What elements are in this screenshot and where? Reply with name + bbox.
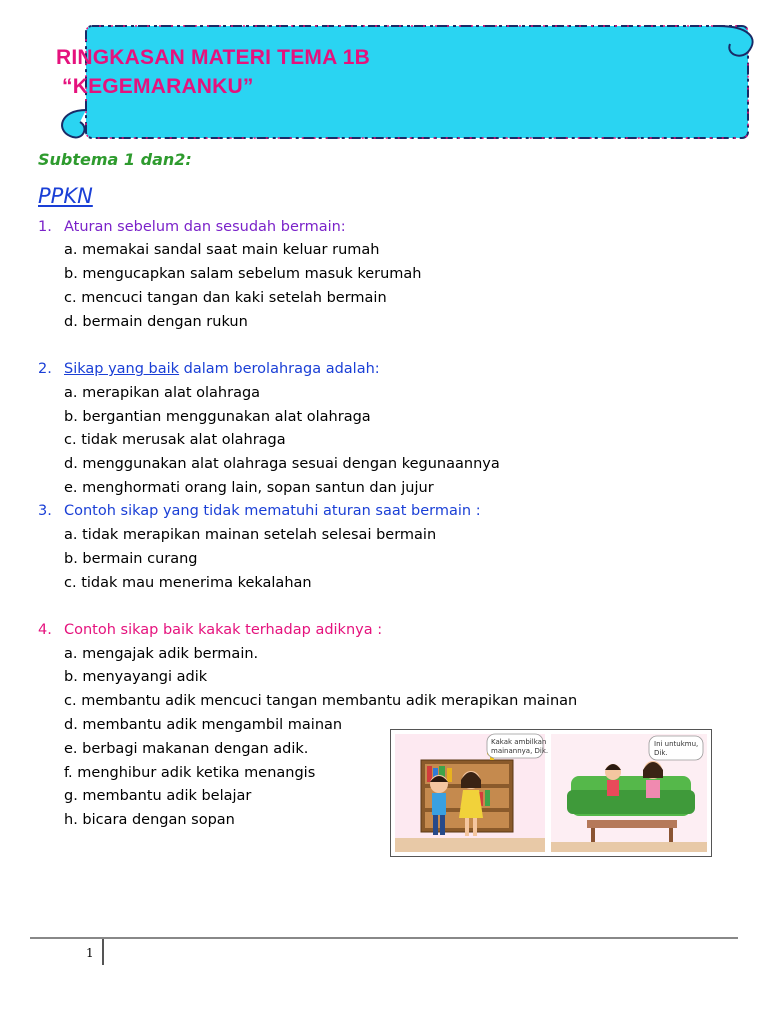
section-2-option: c. tidak merusak alat olahraga xyxy=(64,432,286,448)
section-2-text: dalam berolahraga adalah: xyxy=(179,361,380,377)
section-4-option: b. menyayangi adik xyxy=(64,669,208,685)
section-3-question xyxy=(38,503,481,519)
section-4-number: 4. xyxy=(38,622,52,638)
section-3-number: 3. xyxy=(38,503,52,519)
section-2-number: 2. xyxy=(38,361,52,377)
page-number: 1 xyxy=(86,946,94,960)
section-3-option: c. tidak mau menerima kekalahan xyxy=(64,575,312,591)
section-2-option: d. menggunakan alat olahraga sesuai dengan kegunaannya xyxy=(64,456,500,472)
footer-page-separator xyxy=(102,939,104,965)
section-2-question xyxy=(38,361,380,377)
section-2-option: b. bergantian menggunakan alat olahraga xyxy=(64,409,371,425)
section-3-option: a. tidak merapikan mainan setelah selesai bermain xyxy=(64,527,437,543)
footer-divider xyxy=(30,937,738,939)
section-1-question xyxy=(38,219,346,235)
siblings-illustration xyxy=(390,729,712,857)
section-3-text: Contoh sikap yang tidak mematuhi aturan saat bermain : xyxy=(64,503,481,519)
section-4-option: f. menghibur adik ketika menangis xyxy=(64,765,316,781)
section-1-option: d. bermain dengan rukun xyxy=(64,314,248,330)
bubble-2-line-2: Dik. xyxy=(654,749,668,757)
section-4-option: g. membantu adik belajar xyxy=(64,788,252,804)
page-title-line-2: “KEGEMARANKU” xyxy=(62,75,254,98)
section-4-question xyxy=(38,622,382,638)
section-4-option: c. membantu adik mencuci tangan membantu adik merapikan mainan xyxy=(64,693,578,709)
section-3-option: b. bermain curang xyxy=(64,551,198,567)
bubble-1-line-2: mainannya, Dik. xyxy=(491,747,549,755)
section-1-option: c. mencuci tangan dan kaki setelah bermain xyxy=(64,290,387,306)
section-1-number: 1. xyxy=(38,219,52,235)
page-title-line-1: RINGKASAN MATERI TEMA 1B xyxy=(56,46,370,69)
section-4-option: h. bicara dengan sopan xyxy=(64,812,235,828)
section-4-option: a. mengajak adik bermain. xyxy=(64,646,259,662)
section-4-text: Contoh sikap baik kakak terhadap adiknya : xyxy=(64,622,383,638)
section-2-option: e. menghormati orang lain, sopan santun dan jujur xyxy=(64,480,434,496)
bubble-2-line-1: Ini untukmu, xyxy=(654,740,699,748)
section-1-option: a. memakai sandal saat main keluar rumah xyxy=(64,242,380,258)
section-2-option: a. merapikan alat olahraga xyxy=(64,385,261,401)
section-4-option: e. berbagi makanan dengan adik. xyxy=(64,741,309,757)
section-2-text-underlined: Sikap yang baik xyxy=(64,361,180,377)
section-1-text: Aturan sebelum dan sesudah bermain: xyxy=(64,219,346,235)
section-4-option: d. membantu adik mengambil mainan xyxy=(64,717,343,733)
subject-heading: PPKN xyxy=(38,184,93,208)
bubble-1-line-1: Kakak ambilkan xyxy=(491,738,547,746)
section-1-option: b. mengucapkan salam sebelum masuk kerumah xyxy=(64,266,422,282)
subtema-heading: Subtema 1 dan2: xyxy=(38,150,192,169)
